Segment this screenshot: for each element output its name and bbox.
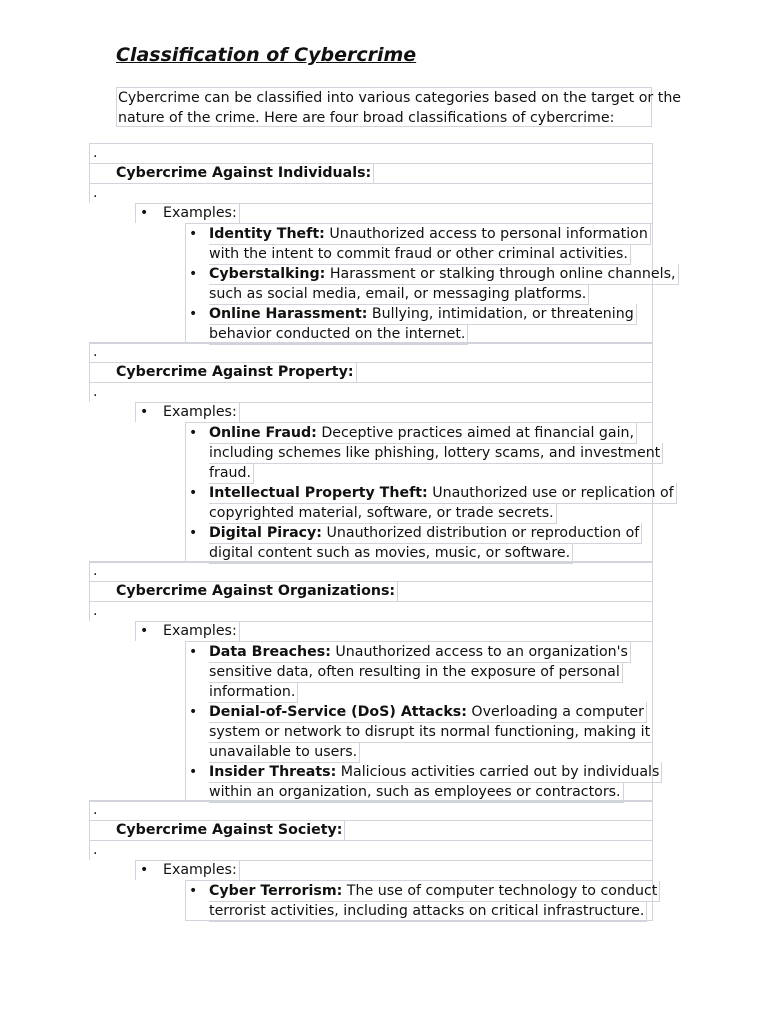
list-item-text: Intellectual Property Theft: Unauthorized use or replication of bbox=[209, 483, 677, 504]
list-item-text: system or network to disrupt its normal functioning, making it bbox=[209, 722, 653, 743]
bullet-marker: • bbox=[189, 764, 198, 780]
examples-label: Examples: bbox=[163, 403, 240, 422]
list-item-term: Online Fraud: bbox=[209, 425, 317, 441]
list-item bbox=[186, 224, 654, 264]
examples-row bbox=[135, 860, 653, 880]
list-item-text: within an organization, such as employees or contractors. bbox=[209, 782, 624, 803]
list-item-text: with the intent to commit fraud or other criminal activities. bbox=[209, 244, 631, 265]
list-item-text: Denial-of-Service (DoS) Attacks: Overloading a computer bbox=[209, 702, 647, 723]
dot-marker: . bbox=[93, 802, 98, 818]
list-item-text: Online Fraud: Deceptive practices aimed at financial gain, bbox=[209, 423, 637, 444]
list-item-text: including schemes like phishing, lottery scams, and investment bbox=[209, 443, 663, 464]
dot-marker: . bbox=[93, 842, 98, 858]
section-heading-row bbox=[89, 581, 653, 601]
bullet-marker: • bbox=[189, 644, 198, 660]
list-item-text: such as social media, email, or messaging platforms. bbox=[209, 284, 589, 305]
list-item-text: Data Breaches: Unauthorized access to an organization's bbox=[209, 642, 631, 663]
list-item-term: Cyberstalking: bbox=[209, 266, 326, 282]
intro-line: nature of the crime. Here are four broad classifications of cybercrime: bbox=[118, 110, 615, 126]
dot-marker: . bbox=[93, 344, 98, 360]
bullet-marker: • bbox=[189, 525, 198, 541]
list-item-text: copyrighted material, software, or trade secrets. bbox=[209, 503, 557, 524]
list-item-term: Data Breaches: bbox=[209, 644, 331, 660]
section-heading: Cybercrime Against Property: bbox=[116, 363, 357, 383]
list-item bbox=[186, 881, 658, 921]
list-item bbox=[186, 483, 674, 523]
bullet-marker: • bbox=[140, 205, 149, 221]
bullet-marker: • bbox=[189, 485, 198, 501]
list-item-term: Online Harassment: bbox=[209, 306, 368, 322]
list-item bbox=[186, 264, 676, 304]
bullet-marker: • bbox=[189, 306, 198, 322]
bullet-marker: • bbox=[189, 883, 198, 899]
dot-marker: . bbox=[93, 603, 98, 619]
list-item-text: digital content such as movies, music, or software. bbox=[209, 543, 573, 564]
dot-marker: . bbox=[93, 185, 98, 201]
list-item-text: behavior conducted on the internet. bbox=[209, 324, 468, 345]
bullet-marker: • bbox=[189, 704, 198, 720]
spacer-row bbox=[89, 840, 653, 860]
section-heading: Cybercrime Against Society: bbox=[116, 821, 345, 841]
examples-row bbox=[135, 203, 653, 223]
list-item bbox=[186, 523, 654, 563]
bullet-marker: • bbox=[189, 226, 198, 242]
examples-label: Examples: bbox=[163, 204, 240, 223]
list-item bbox=[186, 423, 661, 483]
examples-label: Examples: bbox=[163, 861, 240, 880]
list-item-text: Cyberstalking: Harassment or stalking through online channels, bbox=[209, 264, 679, 285]
section-heading: Cybercrime Against Organizations: bbox=[116, 582, 398, 602]
list-item-text: information. bbox=[209, 682, 298, 703]
list-item-text: terrorist activities, including attacks on critical infrastructure. bbox=[209, 901, 647, 922]
list-item-text: unavailable to users. bbox=[209, 742, 360, 763]
list-item-text: Insider Threats: Malicious activities carried out by individuals bbox=[209, 762, 662, 783]
bullet-marker: • bbox=[189, 266, 198, 282]
examples-list bbox=[185, 223, 676, 343]
spacer-row bbox=[89, 800, 653, 820]
list-item-text: Cyber Terrorism: The use of computer technology to conduct bbox=[209, 881, 660, 902]
examples-row bbox=[135, 402, 653, 422]
bullet-marker: • bbox=[140, 862, 149, 878]
examples-list bbox=[185, 880, 658, 920]
spacer-row bbox=[89, 601, 653, 621]
list-item-term: Denial-of-Service (DoS) Attacks: bbox=[209, 704, 467, 720]
list-item-term: Intellectual Property Theft: bbox=[209, 485, 428, 501]
list-item bbox=[186, 762, 660, 802]
spacer-row bbox=[89, 143, 653, 163]
list-item-text: Identity Theft: Unauthorized access to personal information bbox=[209, 224, 651, 245]
dot-marker: . bbox=[93, 384, 98, 400]
list-item-term: Identity Theft: bbox=[209, 226, 325, 242]
examples-label: Examples: bbox=[163, 622, 240, 641]
intro-paragraph bbox=[116, 87, 682, 127]
list-item bbox=[186, 642, 654, 702]
list-item-term: Cyber Terrorism: bbox=[209, 883, 343, 899]
bullet-marker: • bbox=[140, 623, 149, 639]
dot-marker: . bbox=[93, 563, 98, 579]
list-item-term: Digital Piracy: bbox=[209, 525, 322, 541]
examples-list bbox=[185, 641, 660, 801]
list-item-term: Insider Threats: bbox=[209, 764, 337, 780]
spacer-row bbox=[89, 342, 653, 362]
list-item-text: fraud. bbox=[209, 463, 254, 484]
spacer-row bbox=[89, 561, 653, 581]
examples-list bbox=[185, 422, 674, 562]
list-item bbox=[186, 702, 654, 762]
list-item-text: Digital Piracy: Unauthorized distribution or reproduction of bbox=[209, 523, 642, 544]
dot-marker: . bbox=[93, 145, 98, 161]
spacer-row bbox=[89, 382, 653, 402]
list-item-text: sensitive data, often resulting in the exposure of personal bbox=[209, 662, 623, 683]
list-item-text: Online Harassment: Bullying, intimidation, or threatening bbox=[209, 304, 637, 325]
examples-row bbox=[135, 621, 653, 641]
page-title: Classification of Cybercrime bbox=[116, 44, 417, 66]
bullet-marker: • bbox=[140, 404, 149, 420]
list-item bbox=[186, 304, 654, 344]
bullet-marker: • bbox=[189, 425, 198, 441]
intro-line: Cybercrime can be classified into various categories based on the target or the bbox=[118, 90, 682, 106]
section-heading-row bbox=[89, 362, 653, 382]
section-heading-row bbox=[89, 820, 653, 840]
section-divider bbox=[185, 920, 653, 921]
spacer-row bbox=[89, 183, 653, 203]
section-heading: Cybercrime Against Individuals: bbox=[116, 164, 374, 184]
section-heading-row bbox=[89, 163, 653, 183]
